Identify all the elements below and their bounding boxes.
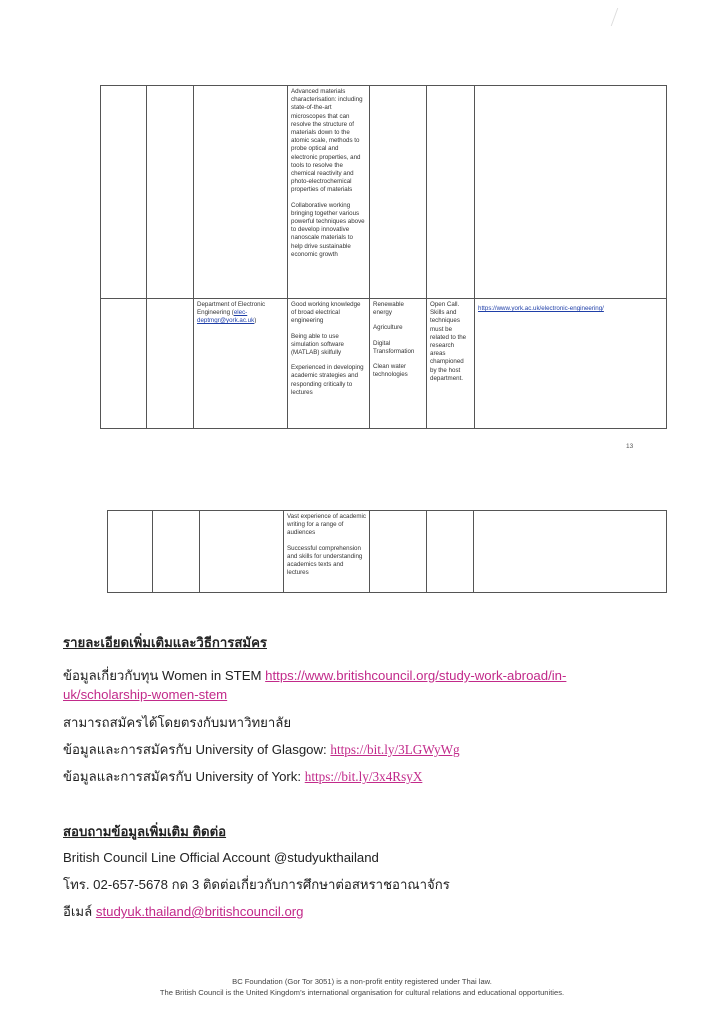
department-name: Department of Electronic Engineering ( [197, 301, 266, 317]
skill-text: Advanced materials characterisation: including state-of-the-art microscopes that can resolve the structure of materials down to the atomic scale, methods to probe optical and electronic properties, and tools to resolve the chemical reactivity and photo-electrochemical properties of materials [291, 88, 363, 194]
table-cell [475, 86, 667, 299]
department-email-link[interactable]: elec-deptmgr@york.ac.uk [197, 309, 255, 325]
skills-cell [284, 511, 370, 593]
york-label: ข้อมูลและการสมัครกับ University of York: [63, 769, 305, 784]
department-cell: Department of Electronic Engineering (elec-deptmgr@york.ac.uk) [194, 299, 288, 429]
email-label: อีเมล์ [63, 904, 96, 919]
table-cell [194, 86, 288, 299]
themes-cell [370, 299, 427, 429]
email-link[interactable]: studyuk.thailand@britishcouncil.org [95, 904, 304, 919]
skill-text: Good working knowledge of broad electrical engineering [291, 301, 361, 325]
stem-info-line-2 [63, 686, 227, 704]
table-cell [427, 86, 475, 299]
table-cell [147, 86, 194, 299]
skill-text: Being able to use simulation software (MATLAB) skilfully [291, 332, 344, 357]
url-cell [475, 299, 667, 429]
glasgow-link[interactable]: https://bit.ly/3LGWyWg [330, 742, 460, 757]
stem-info-line [63, 667, 566, 685]
skill-text: Vast experience of academic writing for a range of audiences [287, 513, 366, 537]
table-cell [101, 299, 147, 429]
scholarship-table-continued [100, 85, 667, 429]
footer-line-2: The British Council is the United Kingdom’s international organisation for cultural relations and educational opportunities. [159, 988, 565, 997]
skill-text: Collaborative working bringing together various powerful techniques above to develop innovative nanoscale materials to help drive sustainable economic growth [291, 201, 365, 258]
line-account-text: British Council Line Official Account @studyukthailand [63, 850, 379, 865]
department-url-link[interactable]: https://www.york.ac.uk/electronic-engineering/ [478, 305, 604, 312]
scholarship-table-next-page [107, 510, 667, 593]
table-cell [200, 511, 284, 593]
table-cell [147, 299, 194, 429]
footer-line-1: BC Foundation (Gor Tor 3051) is a non-profit entity registered under Thai law. [232, 977, 492, 986]
table-cell [370, 86, 427, 299]
table-cell [370, 511, 427, 593]
york-line [63, 768, 422, 786]
scan-mark [589, 8, 619, 26]
theme-text: Clean water technologies [373, 363, 408, 379]
stem-info-label: ข้อมูลเกี่ยวกับทุน Women in STEM [63, 668, 266, 683]
contact-heading: สอบถามข้อมูลเพิ่มเติม ติดต่อ [63, 824, 227, 839]
skill-text: Experienced in developing academic strategies and responding critically to lectures [291, 364, 364, 396]
stem-info-link[interactable]: https://www.britishcouncil.org/study-work-abroad/in- [265, 668, 567, 683]
stem-info-link-cont[interactable]: uk/scholarship-women-stem [63, 687, 228, 702]
table-cell [427, 511, 474, 593]
call-text: Open Call. Skills and techniques must be related to the research areas championed by the host department. [430, 301, 467, 382]
glasgow-line [63, 741, 460, 759]
theme-text: Digital Transformation [373, 339, 415, 355]
theme-text: Renewable energy [373, 301, 404, 317]
page-number: 13 [626, 443, 634, 450]
theme-text: Agriculture [373, 324, 403, 332]
phone-text: โทร. 02-657-5678 กด 3 ติดต่อเกี่ยวกับการศึกษาต่อสหราชอาณาจักร [63, 877, 450, 892]
call-cell [427, 299, 475, 429]
table-cell [474, 511, 667, 593]
table-row [101, 299, 667, 429]
skills-cell [288, 299, 370, 429]
details-heading: รายละเอียดเพิ่มเติมและวิธีการสมัคร [63, 635, 267, 650]
table-cell [108, 511, 153, 593]
apply-direct-text: สามารถสมัครได้โดยตรงกับมหาวิทยาลัย [63, 715, 292, 730]
skills-cell [288, 86, 370, 299]
glasgow-label: ข้อมูลและการสมัครกับ University of Glasgow: [63, 742, 331, 757]
york-link[interactable]: https://bit.ly/3x4RsyX [304, 769, 423, 784]
table-row [101, 86, 667, 299]
skill-text: Successful comprehension and skills for understanding academics texts and lectures [287, 544, 363, 577]
table-cell [101, 86, 147, 299]
email-line [63, 903, 304, 921]
table-row [108, 511, 667, 593]
table-cell [153, 511, 200, 593]
